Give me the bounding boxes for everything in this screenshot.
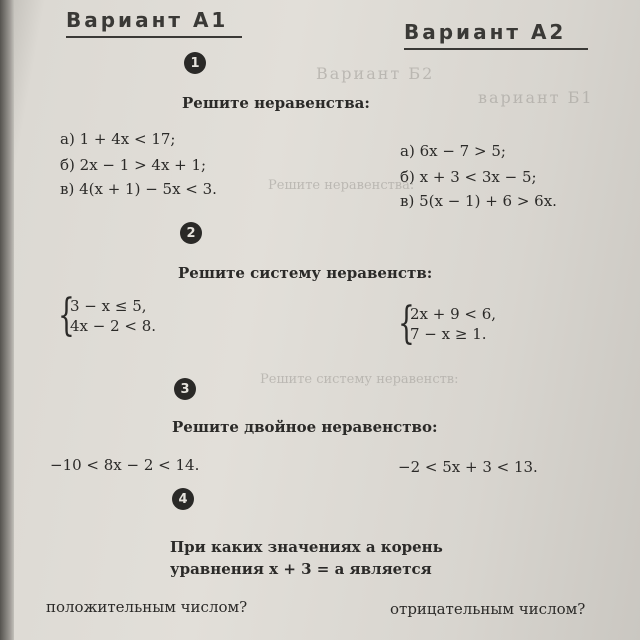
task-3-right: −2 < 5x + 3 < 13. bbox=[398, 458, 538, 476]
variant-a2-title: Вариант А2 bbox=[404, 20, 567, 44]
task-2-left-line-1: 3 − x ≤ 5, bbox=[70, 297, 147, 315]
task-4-number-badge: 4 bbox=[172, 488, 194, 510]
task-4-heading-line-2: уравнения x + 3 = a является bbox=[170, 560, 432, 578]
task-4-left: положительным числом? bbox=[46, 598, 248, 616]
ghost-variant-b1: вариант Б1 bbox=[478, 88, 594, 107]
book-spine bbox=[0, 0, 14, 640]
task-1-right-b: б) x + 3 < 3x − 5; bbox=[400, 168, 537, 186]
left-brace-icon: { bbox=[398, 298, 415, 349]
task-3-left: −10 < 8x − 2 < 14. bbox=[50, 456, 200, 474]
task-2-right-line-2: 7 − x ≥ 1. bbox=[410, 325, 487, 343]
task-3-heading: Решите двойное неравенство: bbox=[172, 418, 438, 436]
ghost-heading-inequalities: Решите неравенства: bbox=[268, 178, 415, 193]
task-1-number-badge: 1 bbox=[184, 52, 206, 74]
task-2-right-system bbox=[398, 298, 497, 349]
task-1-right-c: в) 5(x − 1) + 6 > 6x. bbox=[400, 192, 557, 210]
task-2-left-system bbox=[58, 290, 157, 341]
task-4-heading-line-1: При каких значениях a корень bbox=[170, 538, 443, 556]
task-1-left-a: а) 1 + 4x < 17; bbox=[60, 130, 176, 148]
task-1-right-a: а) 6x − 7 > 5; bbox=[400, 142, 506, 160]
ghost-variant-b2: Вариант Б2 bbox=[316, 64, 435, 83]
task-1-left-c: в) 4(x + 1) − 5x < 3. bbox=[60, 180, 217, 198]
task-2-right-line-1: 2x + 9 < 6, bbox=[410, 305, 497, 323]
task-4-right: отрицательным числом? bbox=[390, 600, 586, 618]
task-1-heading: Решите неравенства: bbox=[182, 94, 370, 112]
ghost-heading-system: Решите систему неравенств: bbox=[260, 372, 459, 387]
variant-a2-underline bbox=[404, 48, 588, 50]
task-1-left-b: б) 2x − 1 > 4x + 1; bbox=[60, 156, 207, 174]
task-2-left-line-2: 4x − 2 < 8. bbox=[70, 317, 157, 335]
left-brace-icon: { bbox=[58, 290, 75, 341]
task-2-heading: Решите систему неравенств: bbox=[178, 264, 433, 282]
variant-a1-title: Вариант А1 bbox=[66, 8, 229, 32]
variant-a1-underline bbox=[66, 36, 242, 38]
task-3-number-badge: 3 bbox=[174, 378, 196, 400]
task-2-number-badge: 2 bbox=[180, 222, 202, 244]
